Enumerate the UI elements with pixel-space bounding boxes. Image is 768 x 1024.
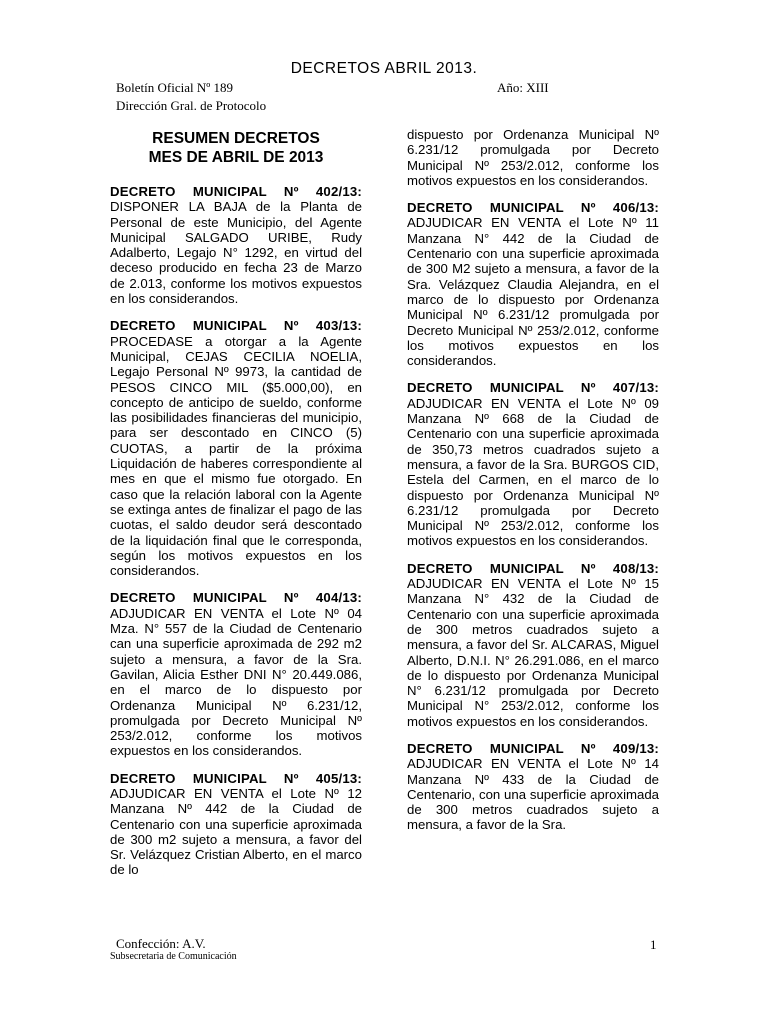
year-label: Año: XIII xyxy=(497,80,549,95)
decree-title: DECRETO MUNICIPAL Nº 407/13: xyxy=(407,380,659,396)
decree-body: ADJUDICAR EN VENTA el Lote Nº 11 Manzana N° 442 de la Ciudad de Centenario con una superficie aproximada de 300 M2 sujeto a mensura, a favor de la Sra. Velázquez Claudia Alejandra, en el marco de lo dispuesto por Ordenanza Municipal Nº 6.231/12 promulgada por Decreto Municipal Nº 253/2.012, conforme los motivos expuestos en los considerandos. xyxy=(407,215,659,369)
decree-body: ADJUDICAR EN VENTA el Lote Nº 04 Mza. N° 557 de la Ciudad de Centenario can una superficie aproximada de 292 m2 sujeto a mensura, a favor de la Sra. Gavilan, Alicia Esther DNI N° 20.449.086, en el marco de lo dispuesto por Ordenanza Municipal Nº 6.231/12, promulgada por Decreto Municipal Nº 253/2.012, conforme los motivos expuestos en los considerandos. xyxy=(110,605,362,759)
footer-subsecretaria: Subsecretaria de Comunicación xyxy=(110,951,237,962)
decree-408 xyxy=(407,561,659,729)
decree-405-continuation: dispuesto por Ordenanza Municipal Nº 6.231/12 promulgada por Decreto Municipal Nº 253/2.012, conforme los motivos expuestos en los considerandos. xyxy=(407,127,659,188)
summary-title-line-1: RESUMEN DECRETOS xyxy=(152,130,320,147)
right-column xyxy=(407,127,659,845)
decree-body: ADJUDICAR EN VENTA el Lote Nº 15 Manzana N° 432 de la Ciudad de Centenario con una superficie aproximada de 300 metros cuadrados sujeto a mensura, a favor del Sr. ALCARAS, Miguel Alberto, D.N.I. N° 26.291.086, en el marco de lo dispuesto por Ordenanza Municipal N° 6.231/12 promulgada por Decreto Municipal N° 253/2.012, conforme los motivos expuestos en los considerandos. xyxy=(407,576,659,729)
header-left xyxy=(116,79,266,115)
decree-title: DECRETO MUNICIPAL Nº 402/13: xyxy=(110,184,362,199)
decree-406 xyxy=(407,200,659,368)
page-number: 1 xyxy=(650,937,657,952)
decree-title: DECRETO MUNICIPAL Nº 409/13: xyxy=(407,740,659,756)
decree-409 xyxy=(407,741,659,833)
direccion-label: Dirección Gral. de Protocolo xyxy=(116,98,267,113)
summary-title xyxy=(110,129,362,167)
decree-body: PROCEDASE a otorgar a la Agente Municipal, CEJAS CECILIA NOELIA, Legajo Personal Nº 9973, la cantidad de PESOS CINCO MIL ($5.000,00), en concepto de anticipo de sueldo, conforme las posibilidades financieras del municipio, para ser descontado en CINCO (5) CUOTAS, a partir de la próxima Liquidación de haberes correspondiente al mes en que el mismo fue otorgado. En caso que la relación laboral con la Agente se extinga antes de finalizar el pago de las cuotas, el saldo deudor será descontado de la liquidación final que le corresponda, según los motivos expuestos en los considerandos. xyxy=(110,333,362,579)
decree-title: DECRETO MUNICIPAL Nº 403/13: xyxy=(110,318,362,334)
footer-confeccion: Confección: A.V. xyxy=(116,936,206,951)
decree-404 xyxy=(110,590,362,758)
decree-title: DECRETO MUNICIPAL Nº 405/13: xyxy=(110,770,362,786)
decree-body: ADJUDICAR EN VENTA el Lote Nº 09 Manzana Nº 668 de la Ciudad de Centenario con una superficie aproximada de 350,73 metros cuadrados sujeto a mensura, a favor de la Sra. BURGOS CID, Estela del Carmen, en el marco de lo dispuesto por Ordenanza Municipal Nº 6.231/12 promulgada por Decreto Municipal Nº 253/2.012, conforme los motivos expuestos en los considerandos. xyxy=(407,395,659,549)
decree-title: DECRETO MUNICIPAL Nº 408/13: xyxy=(407,560,659,576)
decree-body: ADJUDICAR EN VENTA el Lote Nº 14 Manzana Nº 433 de la Ciudad de Centenario, con una superficie aproximada de 300 metros cuadrados sujeto a mensura, a favor de la Sra. xyxy=(407,756,659,833)
decree-body: ADJUDICAR EN VENTA el Lote Nº 12 Manzana Nº 442 de la Ciudad de Centenario con una superficie aproximada de 300 m2 sujeto a mensura, a favor del Sr. Velázquez Cristian Alberto, en el marco de lo xyxy=(110,785,362,878)
page-title: DECRETOS ABRIL 2013. xyxy=(290,60,478,77)
decree-405 xyxy=(110,771,362,878)
decree-403 xyxy=(110,318,362,578)
decree-title: DECRETO MUNICIPAL Nº 404/13: xyxy=(110,590,362,606)
left-column xyxy=(110,128,362,890)
decree-407 xyxy=(407,380,659,548)
decree-402 xyxy=(110,184,362,306)
decree-title: DECRETO MUNICIPAL Nº 406/13: xyxy=(407,200,659,216)
boletin-label: Boletín Oficial Nº 189 xyxy=(116,80,234,95)
decree-body: DISPONER LA BAJA de la Planta de Personal de este Municipio, del Agente Municipal SALGADO URIBE, Rudy Adalberto, Legajo N° 1292, en virtud del deceso producido en fecha 23 de Marzo de 2.013, conforme los motivos expuestos en los considerandos. xyxy=(110,199,362,307)
summary-title-line-2: MES DE ABRIL DE 2013 xyxy=(148,149,324,166)
